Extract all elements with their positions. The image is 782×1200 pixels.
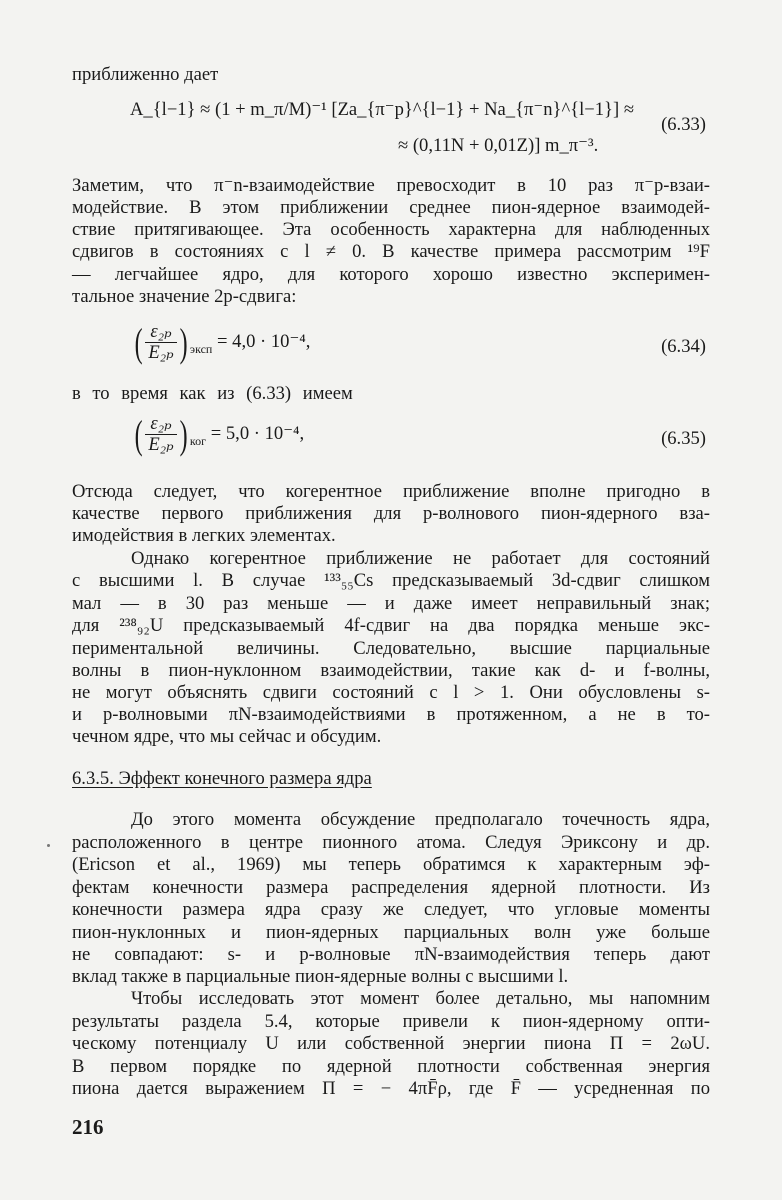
fraction — [145, 414, 176, 455]
text-line: волны в пион-нуклонном взаимодействии, такие как d- и f-волны, — [72, 660, 710, 681]
page-number: 216 — [72, 1115, 104, 1139]
equation-6-33-line-1: A_{l−1} ≈ (1 + m_π/M)⁻¹ [Za_{π⁻p}^{l−1} + Na_{π⁻n}^{l−1}] ≈ — [130, 99, 635, 120]
text-line: и p-волновыми πN-взаимодействиями в протяженном, а не в то- — [72, 704, 710, 725]
text-line: не совпадают: s- и p-волновые πN-взаимодействия теперь дают — [72, 944, 710, 965]
text-line: вклад также в парциальные пион-ядерные волны с высшими l. — [72, 966, 569, 987]
text-line: имодействия в легких элементах. — [72, 525, 336, 546]
text-line: приближенно дает — [72, 64, 219, 85]
right-paren: ) — [179, 411, 188, 457]
text-line: качестве первого приближения для p-волнового пион-ядерного вза- — [72, 503, 710, 524]
text-line: Заметим, что π⁻n-взаимодействие превосходит в 10 раз π⁻p-взаи- — [72, 175, 710, 196]
text-line: расположенного в центре пионного атома. Следуя Эриксону и др. — [72, 832, 710, 853]
text-line: тальное значение 2p-сдвига: — [72, 286, 297, 307]
text-line: Однако когерентное приближение не работает для состояний — [131, 548, 710, 569]
text-line: пиона дается выражением Π = − 4πF̄ρ, где F̄ — усредненная по — [72, 1078, 710, 1099]
fraction-numerator: ε₂ₚ — [145, 322, 176, 343]
equation-number-6-34: (6.34) — [661, 336, 706, 357]
margin-mark — [47, 844, 50, 847]
equation-number-6-33: (6.33) — [661, 114, 706, 135]
text-line: — легчайшее ядро, для которого хорошо известно эксперимен- — [72, 264, 710, 285]
text-line: сдвигов в состояниях с l ≠ 0. В качестве примера рассмотрим ¹⁹F — [72, 241, 710, 262]
subscript-coh: ког — [189, 433, 207, 448]
text-line: ствие притягивающее. Эта особенность характерна для наблюденных — [72, 219, 710, 240]
text-line: пион-нуклонных и пион-ядерных парциальных волн уже больше — [72, 922, 710, 943]
fraction-denominator: E₂ₚ — [148, 434, 174, 455]
fraction-numerator: ε₂ₚ — [145, 414, 176, 435]
left-paren: ( — [134, 411, 143, 457]
fraction — [145, 322, 176, 363]
text-line: мал — в 30 раз меньше — и даже имеет неправильный знак; — [72, 593, 710, 614]
equation-6-34 — [132, 319, 311, 365]
equation-6-35 — [132, 411, 305, 457]
subscript-exp: эксп — [189, 341, 213, 356]
text-line: в то время как из (6.33) имеем — [72, 383, 353, 404]
text-line: Отсюда следует, что когерентное приближение вполне пригодно в — [72, 481, 710, 502]
text-line: с высшими l. В случае ¹³³₅₅Cs предсказываемый 3d-сдвиг слишком — [72, 570, 710, 591]
equation-6-33-line-2: ≈ (0,11N + 0,01Z)] m_π⁻³. — [398, 135, 599, 156]
text-line: ческому потенциалу U или собственной энергии пиона Π = 2ωU. — [72, 1033, 710, 1054]
text-line: периментальной величины. Следовательно, высшие парциальные — [72, 638, 710, 659]
text-line: для ²³⁸₉₂U предсказываемый 4f-сдвиг на два порядка меньше экс- — [72, 615, 710, 636]
left-paren: ( — [134, 319, 143, 365]
text-line: чечном ядре, что мы сейчас и обсудим. — [72, 726, 382, 747]
text-line: В первом порядке по ядерной плотности собственная энергия — [72, 1056, 710, 1077]
fraction-denominator: E₂ₚ — [148, 342, 174, 363]
equation-value: = 4,0 · 10⁻⁴, — [217, 330, 311, 352]
text-line: конечности размера ядра сразу же следует, что угловые моменты — [72, 899, 710, 920]
equation-value: = 5,0 · 10⁻⁴, — [210, 422, 305, 444]
text-line: не могут объяснять сдвиги состояний с l > 1. Они обусловлены s- — [72, 682, 710, 703]
text-line: (Ericson et al., 1969) мы теперь обратимся к характерным эф- — [72, 854, 710, 875]
section-heading: 6.3.5. Эффект конечного размера ядра — [72, 768, 372, 789]
text-line: результаты раздела 5.4, которые привели к пион-ядерному опти- — [72, 1011, 710, 1032]
text-line: модействие. В этом приближении среднее пион-ядерное взаимодей- — [72, 197, 710, 218]
text-line: До этого момента обсуждение предполагало точечность ядра, — [131, 809, 710, 830]
right-paren: ) — [179, 319, 188, 365]
text-line: Чтобы исследовать этот момент более детально, мы напомним — [131, 988, 710, 1009]
equation-number-6-35: (6.35) — [661, 428, 706, 449]
text-line: фектам конечности размера распределения ядерной плотности. Из — [72, 877, 710, 898]
